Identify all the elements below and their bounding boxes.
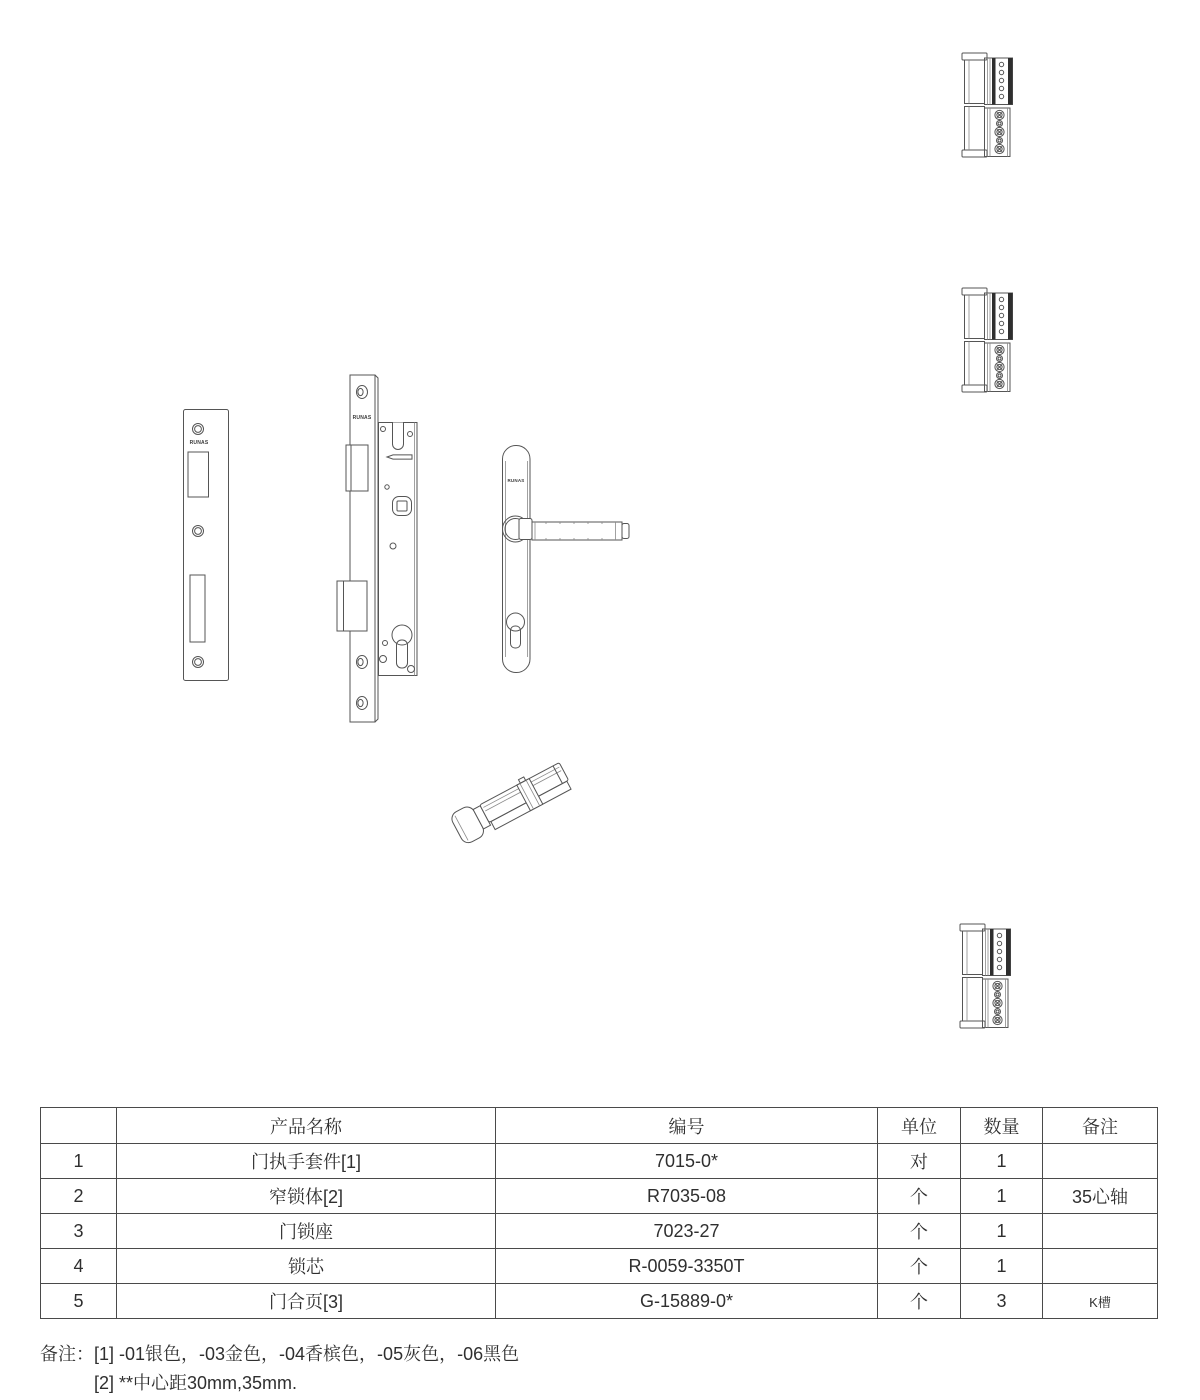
table-cell: R-0059-3350T [496,1249,878,1284]
table-cell: 个 [878,1284,961,1319]
table-cell: 个 [878,1179,961,1214]
table-cell [1043,1144,1158,1179]
table-cell: 锁芯 [117,1249,496,1284]
drawing-door-hinge-top [961,52,1014,158]
table-cell: 7023-27 [496,1214,878,1249]
brand-logo-text: RUNAS [189,440,209,446]
table-cell: 3 [41,1214,117,1249]
table-cell: 7015-0* [496,1144,878,1179]
drawing-strike-plate [183,409,229,681]
column-header: 单位 [878,1108,961,1144]
table-cell: 5 [41,1284,117,1319]
drawing-door-hinge-middle [961,287,1014,393]
brand-logo-text: RUNAS [352,415,372,421]
table-cell: 门锁座 [117,1214,496,1249]
table-cell: 4 [41,1249,117,1284]
column-header: 产品名称 [117,1108,496,1144]
table-cell: 门执手套件[1] [117,1144,496,1179]
table-cell: 1 [961,1144,1043,1179]
table-cell: G-15889-0* [496,1284,878,1319]
table-cell: K槽 [1043,1284,1158,1319]
drawing-door-hinge-bottom [959,923,1012,1029]
table-cell: 个 [878,1249,961,1284]
table-cell: 1 [961,1214,1043,1249]
table-row [41,1144,1158,1179]
table-header-row [41,1108,1158,1144]
table-cell: 1 [961,1179,1043,1214]
table-cell: 1 [961,1249,1043,1284]
table-cell: 对 [878,1144,961,1179]
column-header: 数量 [961,1108,1043,1144]
table-cell: 1 [41,1144,117,1179]
table-cell [1043,1214,1158,1249]
table-cell: 个 [878,1214,961,1249]
footnote-line: [2] **中心距30mm,35mm. [94,1373,298,1393]
drawing-lock-cylinder [440,738,590,850]
table-cell: 门合页[3] [117,1284,496,1319]
drawing-handle-set [498,443,638,675]
column-header: 备注 [1043,1108,1158,1144]
table-cell: 2 [41,1179,117,1214]
table-cell: R7035-08 [496,1179,878,1214]
table-cell: 窄锁体[2] [117,1179,496,1214]
table-cell: 3 [961,1284,1043,1319]
footnotes [40,1340,519,1398]
table-row [41,1284,1158,1319]
column-header: 编号 [496,1108,878,1144]
table-row [41,1214,1158,1249]
table-cell: 35心轴 [1043,1179,1158,1214]
drawing-lock-body [335,374,425,724]
brand-logo-text: RUNAS [507,478,525,483]
table-row [41,1249,1158,1284]
parts-table [40,1107,1158,1319]
footnote-label: 备注： [40,1344,94,1364]
footnote-line: [1] -01银色，-03金色，-04香槟色，-05灰色，-06黑色 [94,1344,520,1364]
column-header [41,1108,117,1144]
table-cell [1043,1249,1158,1284]
table-row [41,1179,1158,1214]
